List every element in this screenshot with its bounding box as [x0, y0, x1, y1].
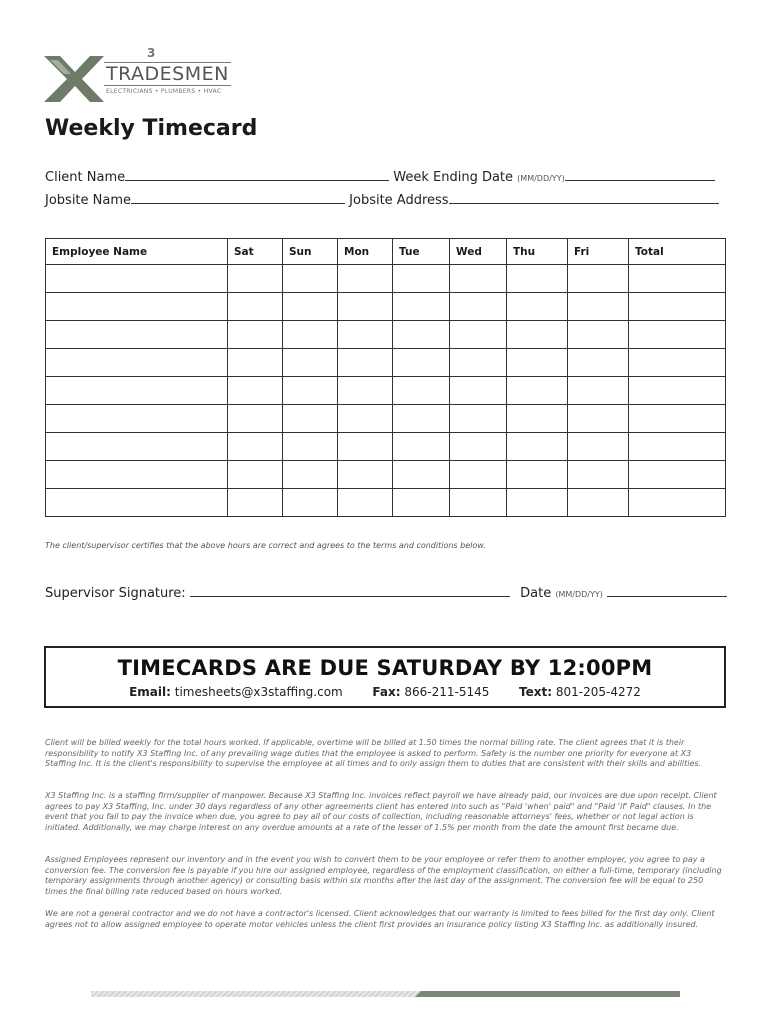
header-fri: Fri	[568, 239, 629, 265]
table-cell[interactable]	[283, 489, 338, 517]
company-logo	[44, 46, 234, 104]
table-row	[46, 461, 726, 489]
signature-date-format: (MM/DD/YY)	[555, 590, 603, 599]
timecard-table	[45, 238, 726, 517]
table-cell[interactable]	[338, 265, 393, 293]
due-notice-box	[44, 646, 726, 708]
table-cell[interactable]	[629, 461, 726, 489]
table-row	[46, 405, 726, 433]
table-cell[interactable]	[46, 265, 228, 293]
table-cell[interactable]	[393, 433, 450, 461]
jobsite-name-field[interactable]	[131, 191, 345, 204]
table-row	[46, 265, 726, 293]
table-cell[interactable]	[46, 349, 228, 377]
table-header-row	[46, 239, 726, 265]
table-cell[interactable]	[338, 461, 393, 489]
header-total: Total	[629, 239, 726, 265]
client-name-field[interactable]	[125, 168, 389, 181]
table-cell[interactable]	[450, 433, 507, 461]
table-cell[interactable]	[338, 293, 393, 321]
table-cell[interactable]	[450, 405, 507, 433]
table-row	[46, 489, 726, 517]
table-cell[interactable]	[338, 349, 393, 377]
table-cell[interactable]	[629, 433, 726, 461]
table-row	[46, 433, 726, 461]
table-cell[interactable]	[228, 265, 283, 293]
table-cell[interactable]	[338, 377, 393, 405]
table-cell[interactable]	[46, 377, 228, 405]
table-cell[interactable]	[228, 405, 283, 433]
logo-brand: TRADESMEN	[106, 63, 229, 85]
table-cell[interactable]	[507, 461, 568, 489]
text-value: 801-205-4272	[555, 685, 641, 699]
table-cell[interactable]	[393, 461, 450, 489]
page-title: Weekly Timecard	[45, 116, 258, 141]
table-cell[interactable]	[450, 489, 507, 517]
table-cell[interactable]	[450, 265, 507, 293]
table-cell[interactable]	[283, 461, 338, 489]
table-cell[interactable]	[450, 321, 507, 349]
table-cell[interactable]	[228, 489, 283, 517]
table-cell[interactable]	[228, 461, 283, 489]
table-cell[interactable]	[393, 377, 450, 405]
table-cell[interactable]	[338, 321, 393, 349]
table-cell[interactable]	[46, 293, 228, 321]
table-cell[interactable]	[507, 265, 568, 293]
table-cell[interactable]	[393, 349, 450, 377]
table-row	[46, 377, 726, 405]
table-cell[interactable]	[338, 433, 393, 461]
table-row	[46, 349, 726, 377]
table-cell[interactable]	[283, 433, 338, 461]
table-cell[interactable]	[568, 349, 629, 377]
text-label: Text:	[519, 685, 553, 699]
table-cell[interactable]	[338, 405, 393, 433]
footer-bar-light	[91, 991, 421, 997]
fax-label: Fax:	[372, 685, 401, 699]
header-sat: Sat	[228, 239, 283, 265]
fax-value: 866-211-5145	[404, 685, 490, 699]
week-ending-format: (MM/DD/YY)	[517, 174, 565, 183]
table-cell[interactable]	[283, 293, 338, 321]
table-cell[interactable]	[629, 489, 726, 517]
client-name-label: Client Name	[45, 170, 126, 185]
terms-paragraph-insurance: We are not a general contractor and we do not have a contractor's licensed. Client acknowledges that our warranty is limited to fees billed for the first day only. Client agrees not to allow assigned employee to operate motor vehicles unless the client first provides an insurance policy listing X3 Staffing Inc. as additionally insured.	[45, 909, 715, 929]
jobsite-name-label: Jobsite Name	[45, 193, 132, 208]
logo-superscript: 3	[147, 46, 156, 60]
table-cell[interactable]	[629, 405, 726, 433]
table-cell[interactable]	[629, 265, 726, 293]
table-cell[interactable]	[46, 405, 228, 433]
table-cell[interactable]	[228, 321, 283, 349]
header-mon: Mon	[338, 239, 393, 265]
table-cell[interactable]	[393, 321, 450, 349]
table-cell[interactable]	[629, 349, 726, 377]
jobsite-row	[45, 191, 719, 208]
table-cell[interactable]	[283, 349, 338, 377]
supervisor-signature-label: Supervisor Signature:	[45, 586, 186, 601]
table-cell[interactable]	[393, 405, 450, 433]
x-logo-mark	[44, 50, 106, 102]
table-cell[interactable]	[568, 293, 629, 321]
table-cell[interactable]	[450, 293, 507, 321]
terms-paragraph-billing: Client will be billed weekly for the total hours worked. If applicable, overtime will be billed at 1.50 times the normal billing rate. The client agrees that it is their responsibility to notify X3 Staffing Inc. of any prevailing wage duties that the employee is asked to perform. Safety is the number one priority for everyone at X3 Staffing Inc. It is the client's responsibility to supervise the employee at all times and to only assign them to duties that are consistent with their skills and abilities.	[45, 738, 702, 768]
signature-row	[45, 584, 725, 601]
table-cell[interactable]	[507, 377, 568, 405]
table-cell[interactable]	[283, 265, 338, 293]
header-sun: Sun	[283, 239, 338, 265]
table-cell[interactable]	[393, 489, 450, 517]
header-tue: Tue	[393, 239, 450, 265]
table-cell[interactable]	[507, 321, 568, 349]
table-cell[interactable]	[450, 461, 507, 489]
signature-date-label: Date	[520, 586, 552, 601]
table-cell[interactable]	[507, 349, 568, 377]
signature-date-field[interactable]	[607, 584, 727, 597]
table-cell[interactable]	[450, 349, 507, 377]
table-cell[interactable]	[338, 489, 393, 517]
supervisor-signature-field[interactable]	[190, 584, 510, 597]
table-cell[interactable]	[46, 433, 228, 461]
table-cell[interactable]	[507, 433, 568, 461]
email-value[interactable]: timesheets@x3staffing.com	[174, 685, 343, 699]
table-cell[interactable]	[568, 265, 629, 293]
table-cell[interactable]	[507, 405, 568, 433]
header-thu: Thu	[507, 239, 568, 265]
table-row	[46, 293, 726, 321]
header-employee-name: Employee Name	[46, 239, 228, 265]
client-row	[45, 168, 715, 185]
terms-paragraph-conversion: Assigned Employees represent our inventory and in the event you wish to convert them to be your employee or refer them to another employer, you agree to pay a conversion fee. The conversion fee is payable if you hire our assigned employee, regardless of the employment classification, on either a full-time, temporary (including temporary assignments through another agency) or consulting basis within six months after the last day of the assignment. The conversion fee will be equal to 250 times the final billing rate reduced based on hours worked.	[45, 855, 722, 896]
footer-bar-dark	[421, 991, 680, 997]
terms-paragraph-payment: X3 Staffing Inc. is a staffing firm/supplier of manpower. Because X3 Staffing Inc. invoices reflect payroll we have already paid, our invoices are due upon receipt. Client agrees to pay X3 Staffing, Inc. under 30 days regardless of any other agreements client has entered into such as "Paid 'when' paid" and "Paid 'if' Paid" clauses. In the event that you fail to pay the invoice when due, you agree to pay all of our costs of collection, including reasonable attorneys' fees, whether or not legal action is initiated. Additionally, we may charge interest on any overdue amounts at a rate of the lesser of 1.5% per month from the date the amount first became due.	[45, 791, 717, 832]
logo-trades: ELECTRICIANS • PLUMBERS • HVAC	[106, 88, 222, 95]
table-cell[interactable]	[228, 349, 283, 377]
table-cell[interactable]	[568, 321, 629, 349]
table-cell[interactable]	[568, 377, 629, 405]
table-cell[interactable]	[507, 293, 568, 321]
header-wed: Wed	[450, 239, 507, 265]
table-cell[interactable]	[283, 405, 338, 433]
table-cell[interactable]	[568, 433, 629, 461]
table-row	[46, 321, 726, 349]
table-cell[interactable]	[283, 321, 338, 349]
table-cell[interactable]	[283, 377, 338, 405]
week-ending-field[interactable]	[565, 168, 715, 181]
due-notice-title: TIMECARDS ARE DUE SATURDAY BY 12:00PM	[117, 656, 653, 680]
jobsite-address-label: Jobsite Address	[349, 193, 449, 208]
table-cell[interactable]	[629, 293, 726, 321]
table-cell[interactable]	[568, 405, 629, 433]
email-label: Email:	[129, 685, 171, 699]
table-cell[interactable]	[46, 489, 228, 517]
table-cell[interactable]	[228, 293, 283, 321]
table-cell[interactable]	[568, 489, 629, 517]
table-cell[interactable]	[568, 461, 629, 489]
table-cell[interactable]	[393, 293, 450, 321]
table-cell[interactable]	[450, 377, 507, 405]
due-notice-contact	[46, 685, 724, 699]
table-body	[46, 265, 726, 517]
table-cell[interactable]	[393, 265, 450, 293]
table-cell[interactable]	[629, 321, 726, 349]
week-ending-label: Week Ending Date	[393, 170, 514, 185]
table-cell[interactable]	[46, 321, 228, 349]
table-cell[interactable]	[629, 377, 726, 405]
table-cell[interactable]	[46, 461, 228, 489]
table-cell[interactable]	[507, 489, 568, 517]
jobsite-address-field[interactable]	[449, 191, 719, 204]
table-cell[interactable]	[228, 377, 283, 405]
table-cell[interactable]	[228, 433, 283, 461]
certify-text: The client/supervisor certifies that the above hours are correct and agrees to the terms and conditions below.	[45, 541, 486, 550]
